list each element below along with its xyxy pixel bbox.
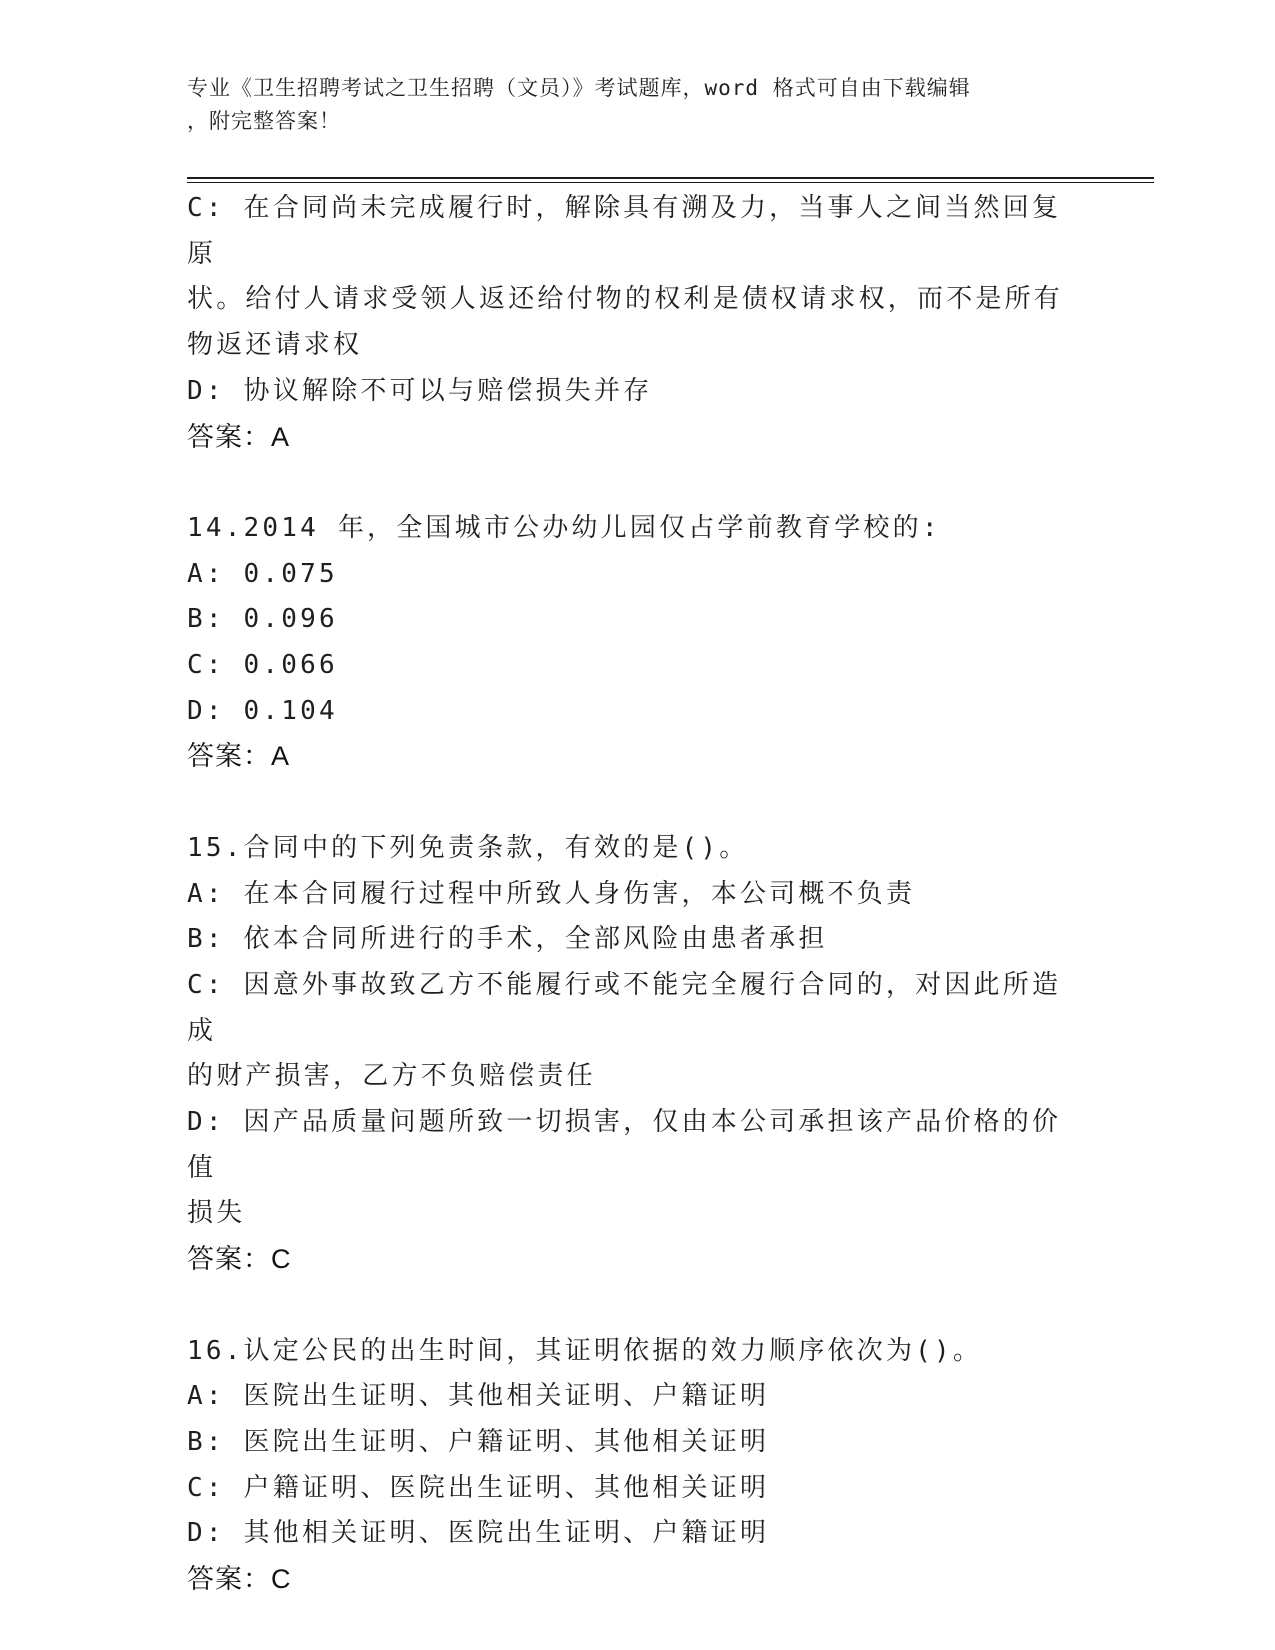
header-divider-thin xyxy=(187,182,1154,183)
q15-option-c-line-1: C: 因意外事故致乙方不能履行或不能完全履行合同的，对因此所造成 xyxy=(187,969,1062,1046)
q16-answer: 答案：C xyxy=(187,1564,292,1595)
q14-question: 14.2014 年，全国城市公办幼儿园仅占学前教育学校的: xyxy=(187,512,941,543)
q13-option-c-line-2: 状。给付人请求受领人返还给付物的权利是债权请求权，而不是所有 xyxy=(187,284,1064,315)
spacer xyxy=(187,460,1087,506)
question-13-tail xyxy=(187,186,1087,460)
q15-question: 15.合同中的下列免责条款，有效的是()。 xyxy=(187,832,749,863)
q14-option-a: A: 0.075 xyxy=(187,558,338,589)
q16-question: 16.认定公民的出生时间，其证明依据的效力顺序依次为()。 xyxy=(187,1335,983,1366)
q16-option-c: C: 户籍证明、医院出生证明、其他相关证明 xyxy=(187,1472,770,1503)
q15-answer: 答案：C xyxy=(187,1244,292,1275)
q16-option-a: A: 医院出生证明、其他相关证明、户籍证明 xyxy=(187,1381,770,1412)
header-divider-thick xyxy=(187,177,1154,179)
q13-option-c-line-1: C: 在合同尚未完成履行时，解除具有溯及力，当事人之间当然回复原 xyxy=(187,193,1062,269)
spacer xyxy=(187,780,1087,826)
q13-option-c-line-3: 物返还请求权 xyxy=(187,330,363,361)
header-line-2: ，附完整答案！ xyxy=(187,109,341,133)
q14-option-d: D: 0.104 xyxy=(187,695,338,726)
q15-option-a: A: 在本合同履行过程中所致人身伤害，本公司概不负责 xyxy=(187,878,916,909)
q16-option-b: B: 医院出生证明、户籍证明、其他相关证明 xyxy=(187,1426,770,1457)
q14-option-c: C: 0.066 xyxy=(187,650,338,681)
question-content xyxy=(187,186,1087,1603)
header-line-1: 专业《卫生招聘考试之卫生招聘（文员）》考试题库，word 格式可自由下载编辑 xyxy=(187,76,971,100)
q13-option-d: D: 协议解除不可以与赔偿损失并存 xyxy=(187,375,653,406)
q15-option-d-line-1: D: 因产品质量问题所致一切损害，仅由本公司承担该产品价格的价值 xyxy=(187,1107,1062,1183)
q14-answer: 答案：A xyxy=(187,741,291,772)
question-14 xyxy=(187,506,1087,780)
q15-option-d-line-2: 损失 xyxy=(187,1198,246,1229)
q13-answer: 答案：A xyxy=(187,421,291,452)
q15-option-c-line-2: 的财产损害，乙方不负赔偿责任 xyxy=(187,1061,596,1092)
document-header xyxy=(187,72,1067,138)
q16-option-d: D: 其他相关证明、医院出生证明、户籍证明 xyxy=(187,1518,770,1549)
q15-option-b: B: 依本合同所进行的手术，全部风险由患者承担 xyxy=(187,924,828,955)
q14-option-b: B: 0.096 xyxy=(187,604,338,635)
question-15 xyxy=(187,826,1087,1283)
question-16 xyxy=(187,1329,1087,1603)
spacer xyxy=(187,1283,1087,1329)
